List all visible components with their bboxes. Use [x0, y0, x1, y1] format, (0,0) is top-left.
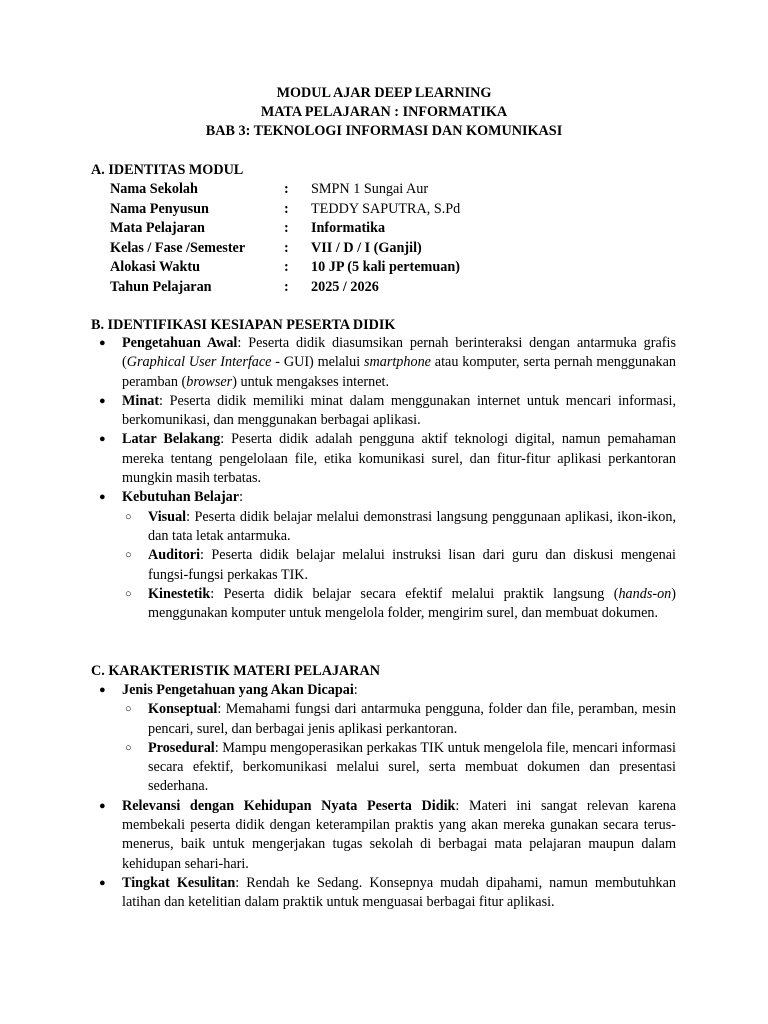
sub-item-text: : Peserta didik belajar secara efektif melalui praktik langsung ( [210, 585, 619, 602]
item-label: Relevansi dengan Kehidupan Nyata Peserta Didik [122, 797, 456, 814]
section-a-title: A. IDENTITAS MODUL [91, 162, 244, 178]
item-text: : Rendah ke Sedang. Konsepnya mudah dipahami, namun membutuhkan latihan dan ketelitian dalam praktik untuk menguasai berbagai fitur aplikasi. [122, 874, 676, 911]
sub-item-text: : Peserta didik belajar melalui demonstrasi langsung penggunaan aplikasi, ikon-ikon, dan tata letak antarmuka. [148, 508, 676, 544]
identity-label: Tahun Pelajaran [110, 278, 212, 295]
item-text: : Peserta didik memiliki minat dalam menggunakan internet untuk mencari informasi, berkomunikasi, dan menggunakan berbagai aplikasi. [122, 392, 676, 429]
list-item-relevance [91, 797, 676, 874]
section-c-title: C. KARAKTERISTIK MATERI PELAJARAN [91, 663, 381, 679]
identity-colon: : [284, 181, 289, 197]
bullet-icon: ● [99, 799, 106, 812]
sub-item-label: Auditori [148, 547, 201, 564]
bullet-icon: ● [99, 433, 106, 446]
item-label: Minat [122, 392, 160, 409]
identity-row-class [110, 239, 460, 259]
bullet-icon: ● [99, 337, 106, 349]
identity-row-author [110, 200, 460, 220]
sub-item-label: Visual [148, 508, 187, 525]
identity-row-year [110, 278, 460, 298]
identity-colon: : [284, 220, 289, 236]
item-text: - GUI) melalui [271, 354, 364, 371]
sub-item-label: Prosedural [148, 739, 215, 756]
bullet-icon: ● [99, 684, 106, 696]
identity-value: VII / D / I (Ganjil) [311, 239, 422, 256]
sub-bullet-icon: ○ [125, 510, 132, 523]
sub-item-visual [91, 508, 676, 547]
identity-value: Informatika [311, 220, 386, 236]
item-italic: smartphone [363, 354, 431, 371]
header-subject: MATA PELAJARAN : INFORMATIKA [260, 104, 508, 120]
item-italic: Graphical User Interface [126, 354, 272, 371]
document-header [0, 84, 768, 141]
item-label: Kebutuhan Belajar [122, 489, 240, 506]
list-item-knowledge-type [91, 681, 676, 700]
sub-item-kinesthetic [91, 585, 676, 624]
item-label: Latar Belakang [122, 431, 221, 448]
identity-value: 2025 / 2026 [311, 278, 379, 295]
identity-colon: : [284, 200, 289, 217]
identity-value: SMPN 1 Sungai Aur [311, 181, 429, 197]
item-label: Jenis Pengetahuan yang Akan Dicapai [122, 682, 354, 698]
identity-colon: : [284, 239, 289, 256]
sub-item-text: : Mampu mengoperasikan perkakas TIK untuk mengelola file, mencari informasi secara efektif, berkomunikasi melalui surel, serta membuat dokumen dan presentasi sederhana. [148, 739, 676, 795]
item-label: Tingkat Kesulitan [122, 874, 236, 891]
item-text: atau komputer, serta pernah menggunakan peramban ( [122, 354, 676, 390]
sub-item-label: Konseptual [148, 701, 218, 718]
list-item-learning-needs [91, 488, 676, 507]
sub-bullet-icon: ○ [125, 549, 132, 562]
item-text: : Materi ini sangat relevan karena membekali peserta didik dengan keterampilan praktis yang akan mereka gunakan secara terus-menerus, baik untuk mengerjakan tugas sekolah di berbagai mata pelajaran maupun dalam kehidupan sehari-hari. [122, 797, 677, 872]
identity-row-school [110, 180, 460, 200]
bullet-icon: ● [99, 876, 106, 889]
item-italic: browser [186, 373, 233, 390]
identity-label: Mata Pelajaran [110, 220, 205, 236]
sub-item-italic: hands-on [618, 585, 672, 602]
sub-bullet-icon: ○ [125, 703, 132, 716]
list-item-background [91, 430, 676, 488]
header-title: MODUL AJAR DEEP LEARNING [276, 85, 492, 101]
identity-label: Alokasi Waktu [110, 259, 201, 275]
bullet-icon: ● [99, 394, 106, 407]
header-chapter: BAB 3: TEKNOLOGI INFORMASI DAN KOMUNIKASI [205, 123, 563, 139]
identity-label: Kelas / Fase /Semester [110, 239, 246, 256]
identity-row-time [110, 258, 460, 278]
identity-row-subject [110, 219, 460, 239]
item-text: : Peserta didik adalah pengguna aktif teknologi digital, namun pemahaman mereka tentang pengelolaan file, etika komunikasi surel, dan fitur-fitur aplikasi perkantoran mungkin masih terbatas. [122, 431, 676, 487]
identity-table [110, 180, 460, 297]
identity-label: Nama Sekolah [110, 181, 198, 197]
list-item-prior-knowledge [91, 334, 676, 392]
sub-bullet-icon: ○ [125, 587, 132, 600]
sub-item-auditory [91, 546, 676, 585]
identity-value: 10 JP (5 kali pertemuan) [311, 259, 460, 275]
item-text: : [239, 489, 244, 506]
section-c-list [91, 681, 676, 913]
identity-label: Nama Penyusun [110, 200, 209, 217]
sub-item-text: : Memahami fungsi dari antarmuka pengguna, folder dan file, peramban, mesin pencari, surel, dan berbagai jenis aplikasi perkantoran. [148, 701, 676, 737]
sub-bullet-icon: ○ [125, 741, 132, 754]
section-b-list [91, 334, 676, 623]
sub-item-text: : Peserta didik belajar melalui instruksi lisan dari guru dan diskusi mengenai fungsi-fungsi perkakas TIK. [148, 547, 676, 583]
sub-item-label: Kinestetik [148, 585, 211, 602]
section-b-title: B. IDENTIFIKASI KESIAPAN PESERTA DIDIK [91, 317, 396, 333]
item-label: Pengetahuan Awal [122, 335, 238, 351]
sub-item-procedural [91, 739, 676, 797]
item-text: ) untuk mengakses internet. [232, 373, 390, 390]
list-item-interest [91, 392, 676, 431]
item-text: : [353, 682, 358, 698]
identity-colon: : [284, 259, 289, 275]
identity-value: TEDDY SAPUTRA, S.Pd [311, 200, 461, 217]
sub-item-conceptual [91, 700, 676, 739]
sub-item-text: ) menggunakan komputer untuk mengelola folder, mengirim surel, dan membuat dokumen. [148, 585, 676, 622]
item-text: : Peserta didik diasumsikan pernah berinteraksi dengan antarmuka grafis ( [122, 335, 676, 371]
list-item-difficulty [91, 874, 676, 913]
identity-colon: : [284, 278, 289, 295]
bullet-icon: ● [99, 491, 106, 504]
